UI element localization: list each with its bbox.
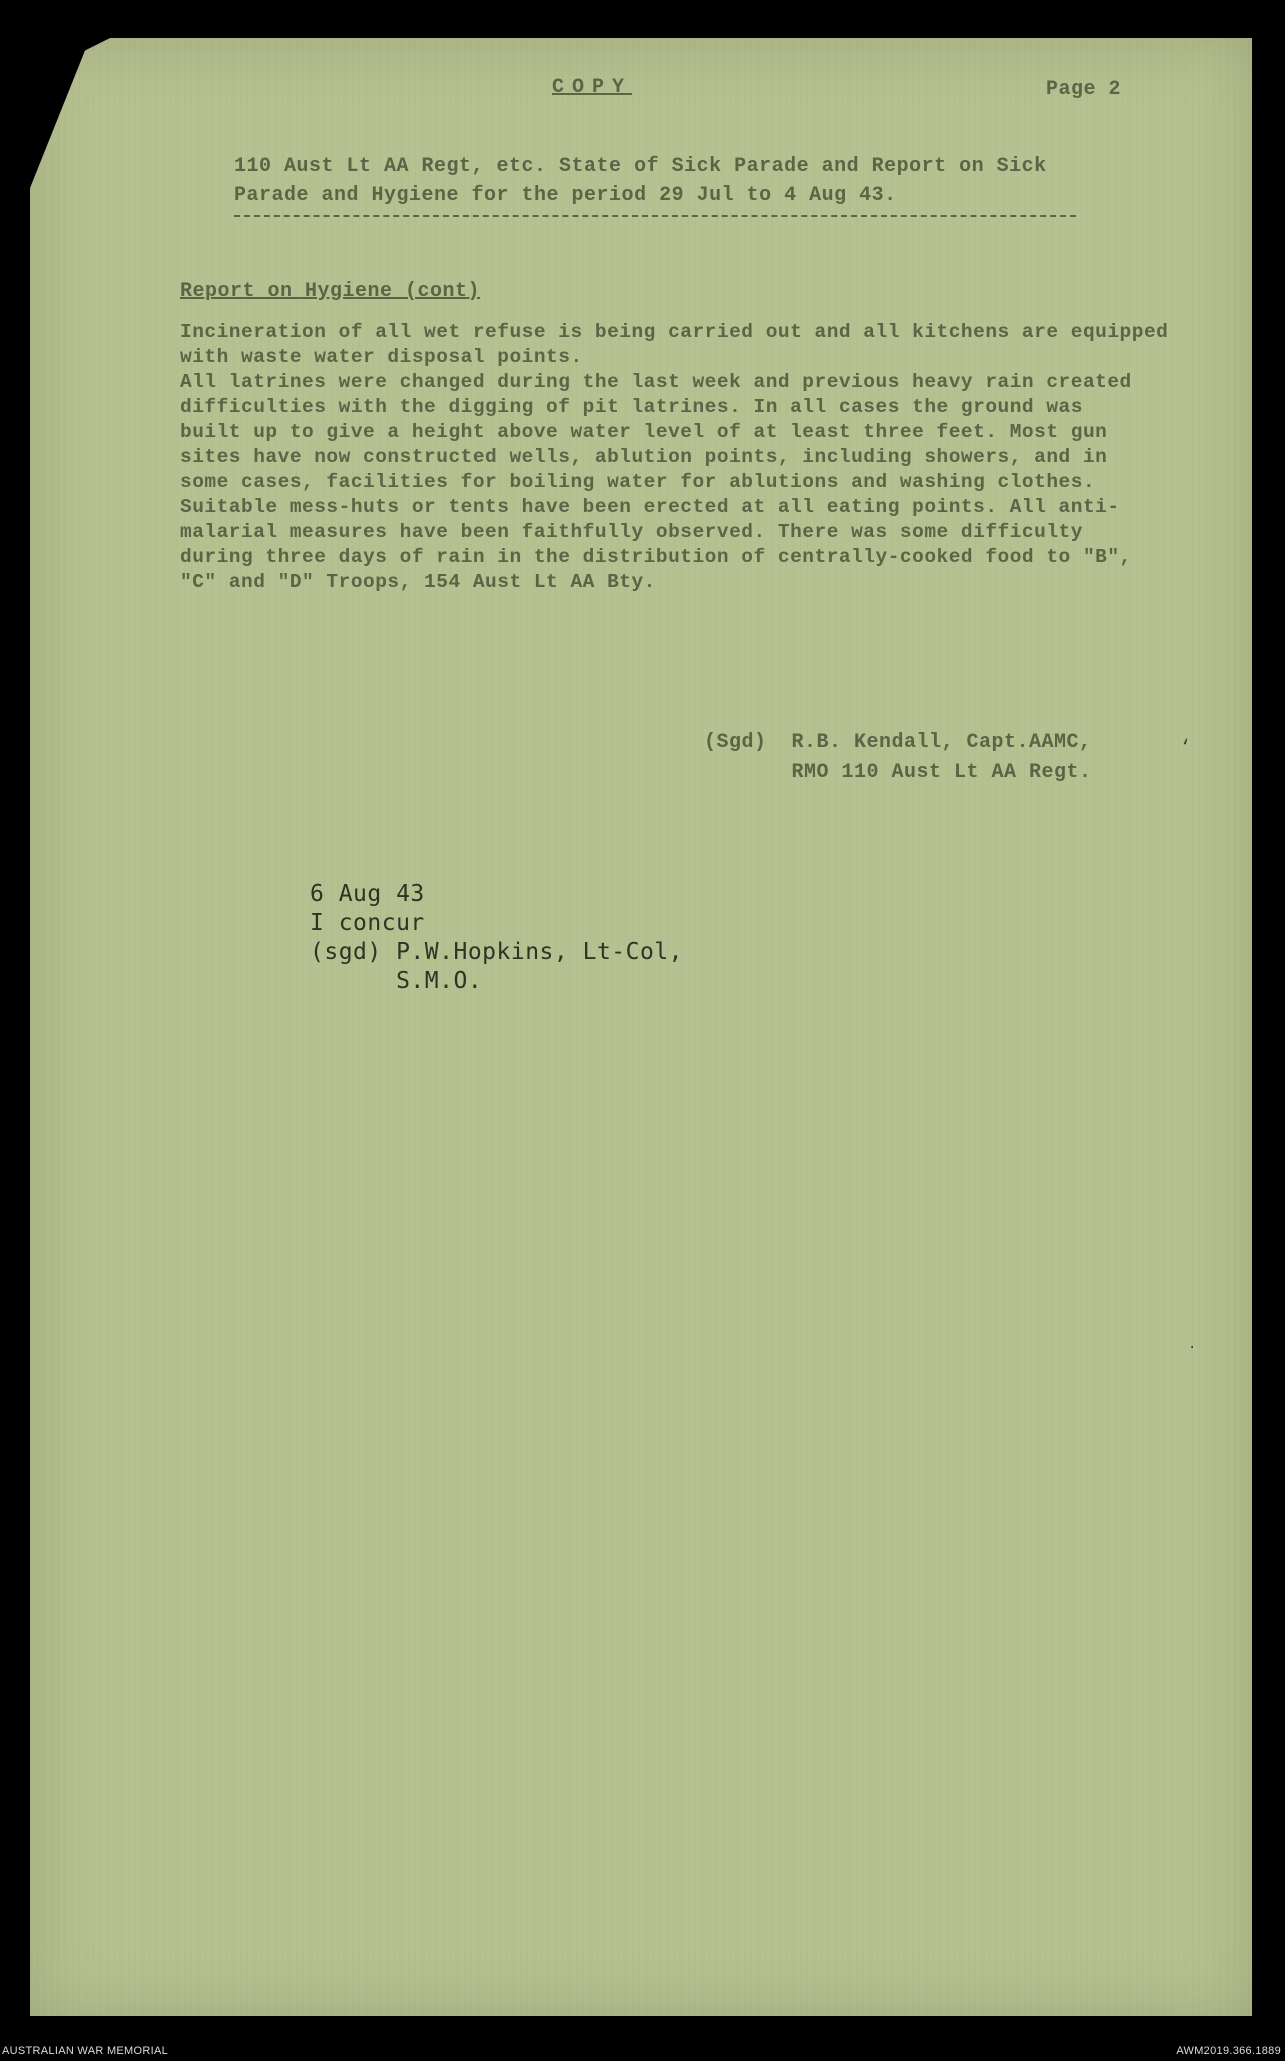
torn-corner-top — [30, 38, 110, 78]
section-heading: Report on Hygiene (cont) — [180, 280, 481, 303]
margin-mark: · — [1188, 1340, 1197, 1356]
concurrence-block: 6 Aug 43 I concur (sgd) P.W.Hopkins, Lt-Col, S.M.O. — [310, 881, 684, 994]
margin-mark: ‘ — [1180, 738, 1191, 758]
copy-heading: COPY — [552, 76, 633, 99]
title-underline-rule — [234, 215, 1076, 217]
footer-accession-number: AWM2019.366.1889 — [1176, 2045, 1281, 2057]
document-title: 110 Aust Lt AA Regt, etc. State of Sick Parade and Report on Sick Parade and Hygiene for the period 29 Jul to 4 Aug 43. — [234, 155, 1047, 207]
signature-block: (Sgd) R.B. Kendall, Capt.AAMC, RMO 110 Aust Lt AA Regt. — [704, 731, 1092, 784]
footer-archive-name: AUSTRALIAN WAR MEMORIAL — [2, 2045, 169, 2057]
report-body-text: Incineration of all wet refuse is being carried out and all kitchens are equipped with waste water disposal points. All latrines were changed during the last week and previous heavy rain created difficulties with the digging of pit latrines. In all cases the ground was built up to give a height above water level of at least three feet. Most gun sites have now constructed wells, ablution points, including showers, and in some cases, facilities for boiling water for ablutions and washing clothes. Suitable mess-huts or tents have been erected at all eating points. All anti- malarial measures have been faithfully observed. There was some difficulty during three days of rain in the distribution of centrally-cooked food to "B", "C" and "D" Troops, 154 Aust Lt AA Bty. — [180, 321, 1169, 593]
page-number: Page 2 — [1046, 78, 1122, 101]
